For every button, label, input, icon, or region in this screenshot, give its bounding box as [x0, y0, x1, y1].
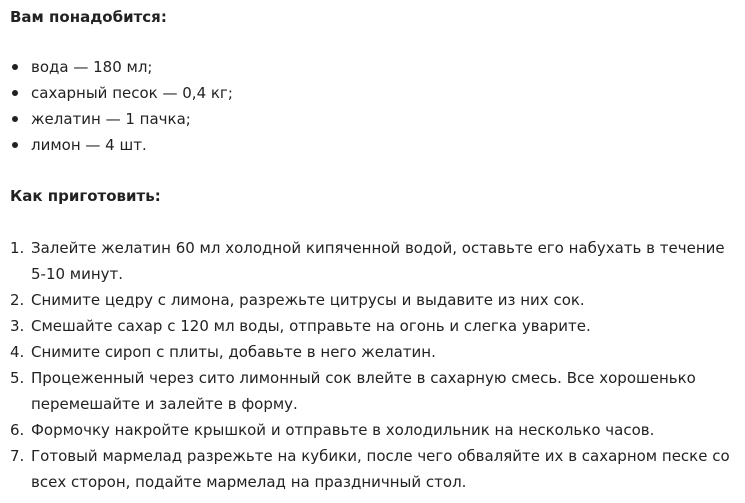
step-text: Снимите цедру с лимона, разрежьте цитрусы и выдавите из них сок. — [31, 291, 585, 309]
ingredients-heading: Вам понадобится: — [10, 8, 167, 26]
step-text: Готовый мармелад разрежьте на кубики, после чего обваляйте их в сахарном песке со всех сторон, подайте мармелад на праздничный стол. — [31, 447, 730, 491]
step-text: Процеженный через сито лимонный сок влейте в сахарную смесь. Все хорошенько перемешайте и залейте в форму. — [31, 369, 696, 413]
list-item — [10, 132, 233, 158]
step-text: Снимите сироп с плиты, добавьте в него желатин. — [31, 343, 436, 361]
step-number: 3. — [10, 317, 25, 335]
list-item — [10, 417, 735, 443]
list-item — [10, 313, 735, 339]
ingredient-text: вода — 180 мл; — [31, 58, 153, 76]
list-item — [10, 54, 233, 80]
step-number: 7. — [10, 447, 25, 465]
step-text: Формочку накройте крышкой и отправьте в холодильник на несколько часов. — [31, 421, 655, 439]
bullet-icon — [12, 116, 18, 122]
list-item — [10, 443, 735, 495]
step-number: 1. — [10, 239, 25, 257]
bullet-icon — [12, 64, 18, 70]
list-item — [10, 365, 735, 417]
step-text: Смешайте сахар с 120 мл воды, отправьте на огонь и слегка уварите. — [31, 317, 591, 335]
step-number: 6. — [10, 421, 25, 439]
ingredient-text: сахарный песок — 0,4 кг; — [31, 84, 233, 102]
ingredients-list — [10, 54, 233, 158]
step-number: 2. — [10, 291, 25, 309]
ingredient-text: желатин — 1 пачка; — [31, 110, 191, 128]
list-item — [10, 339, 735, 365]
ingredient-text: лимон — 4 шт. — [31, 136, 147, 154]
step-number: 5. — [10, 369, 25, 387]
bullet-icon — [12, 142, 18, 148]
step-text: Залейте желатин 60 мл холодной кипяченной водой, оставьте его набухать в течение 5-10 минут. — [31, 239, 725, 283]
list-item — [10, 80, 233, 106]
step-number: 4. — [10, 343, 25, 361]
steps-heading: Как приготовить: — [10, 187, 161, 205]
steps-list — [10, 235, 735, 495]
list-item — [10, 235, 735, 287]
list-item — [10, 287, 735, 313]
list-item — [10, 106, 233, 132]
bullet-icon — [12, 90, 18, 96]
